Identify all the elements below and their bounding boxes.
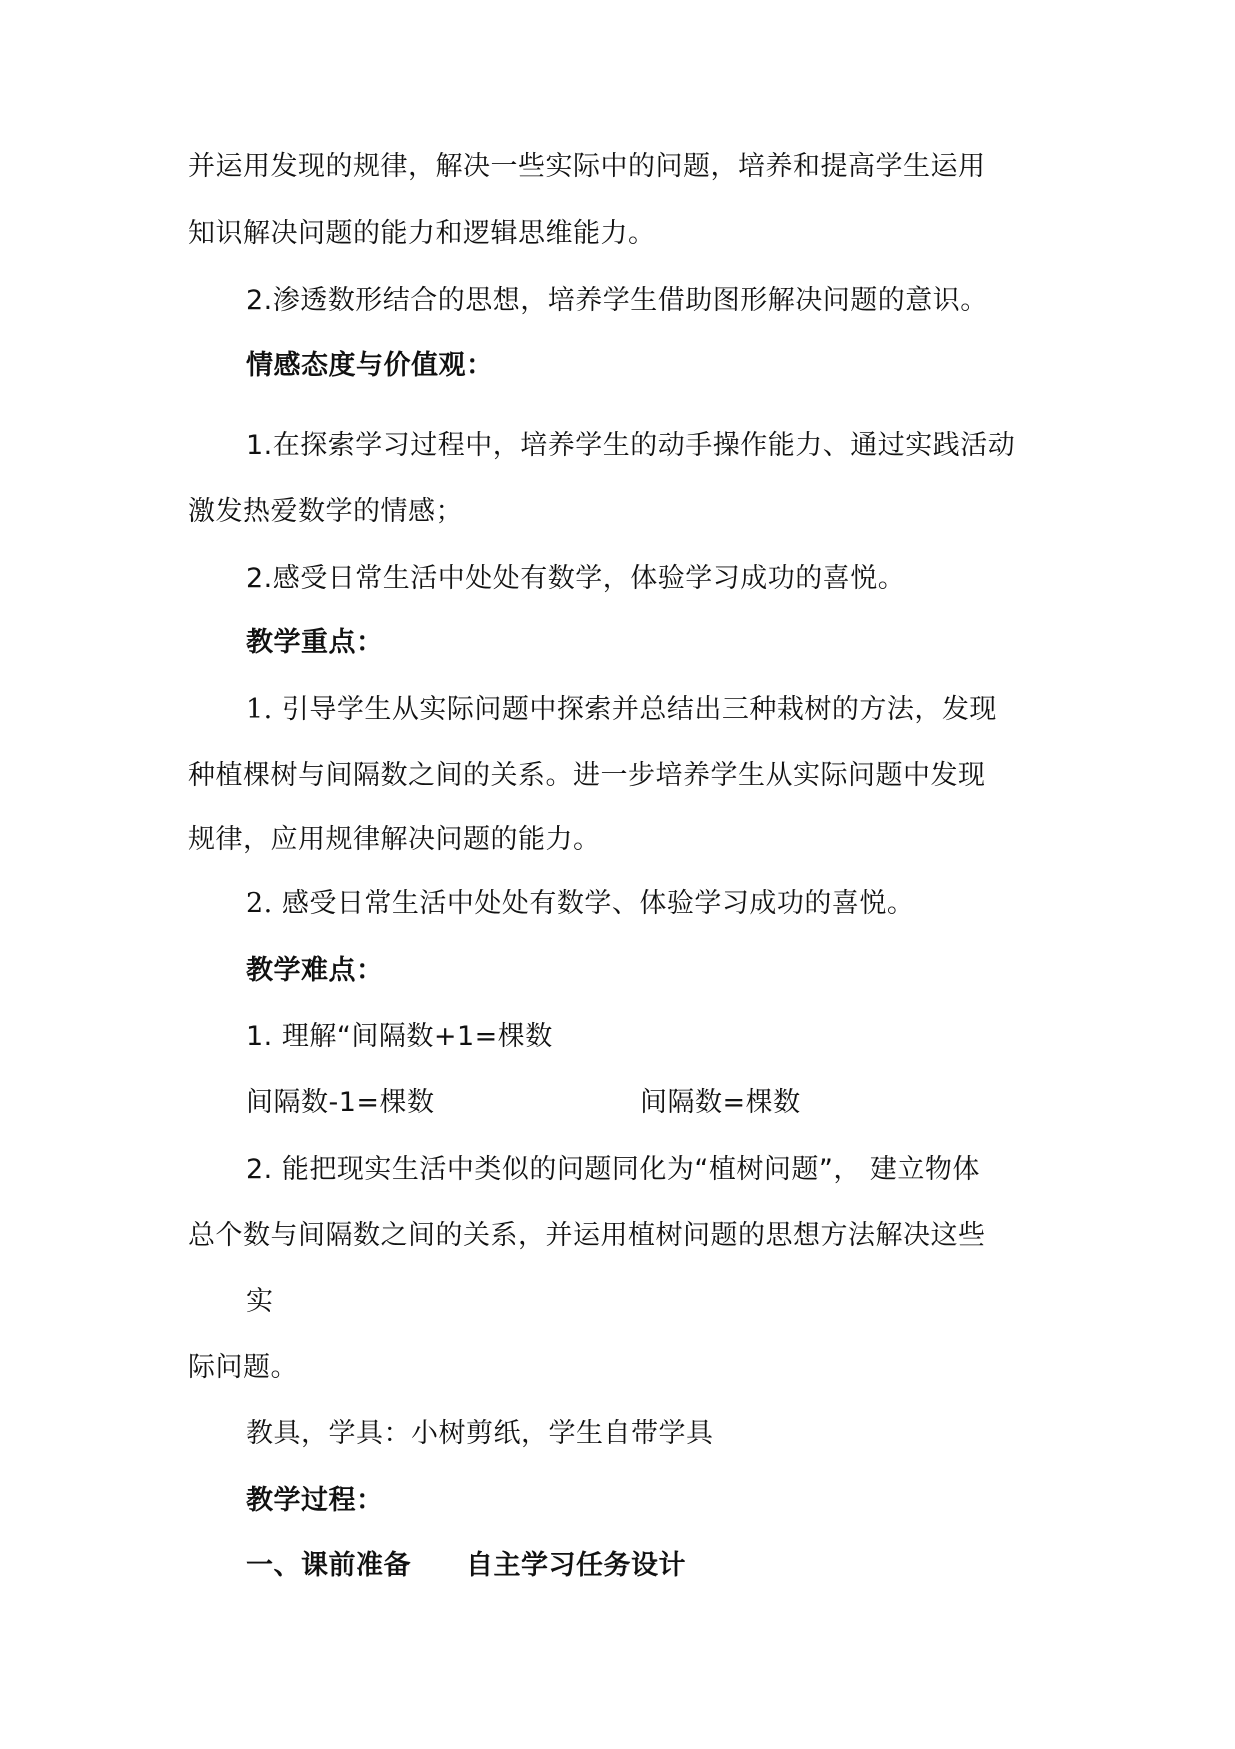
text-line-11: 规律，应用规律解决问题的能力。 [188, 824, 601, 855]
text-line-9: 1. 引导学生从实际问题中探索并总结出三种栽树的方法，发现 [246, 694, 997, 725]
text-line-17: 2. 能把现实生活中类似的问题同化为“植树问题”， 建立物体 [246, 1154, 980, 1185]
text-line-2: 知识解决问题的能力和逻辑思维能力。 [188, 218, 656, 249]
text-line-18: 总个数与间隔数之间的关系，并运用植树问题的思想方法解决这些 [188, 1220, 986, 1251]
section-heading-task-design: 自主学习任务设计 [466, 1550, 686, 1581]
formula-equal: 间隔数=棵数 [640, 1087, 801, 1118]
text-line-7: 2.感受日常生活中处处有数学，体验学习成功的喜悦。 [246, 563, 906, 594]
text-line-14: 1. 理解“间隔数+1=棵数 [246, 1021, 553, 1052]
text-line-12: 2. 感受日常生活中处处有数学、体验学习成功的喜悦。 [246, 888, 915, 919]
section-heading-attitude: 情感态度与价值观： [246, 350, 494, 381]
section-heading-key-points: 教学重点： [246, 627, 384, 658]
text-line-10: 种植棵树与间隔数之间的关系。进一步培养学生从实际问题中发现 [188, 760, 986, 791]
section-heading-process: 教学过程： [246, 1485, 384, 1516]
text-line-6: 激发热爱数学的情感； [188, 496, 463, 527]
section-heading-difficulties: 教学难点： [246, 955, 384, 986]
section-heading-prep: 一、课前准备 [246, 1550, 411, 1581]
formula-minus-one: 间隔数-1=棵数 [246, 1087, 435, 1118]
text-line-5: 1.在探索学习过程中，培养学生的动手操作能力、通过实践活动 [246, 430, 1016, 461]
text-line-21: 教具，学具：小树剪纸，学生自带学具 [246, 1418, 714, 1449]
text-line-1: 并运用发现的规律，解决一些实际中的问题，培养和提高学生运用 [188, 151, 986, 182]
text-line-20: 际问题。 [188, 1352, 298, 1383]
text-line-19: 实 [246, 1286, 274, 1317]
text-line-3: 2.渗透数形结合的思想，培养学生借助图形解决问题的意识。 [246, 285, 988, 316]
